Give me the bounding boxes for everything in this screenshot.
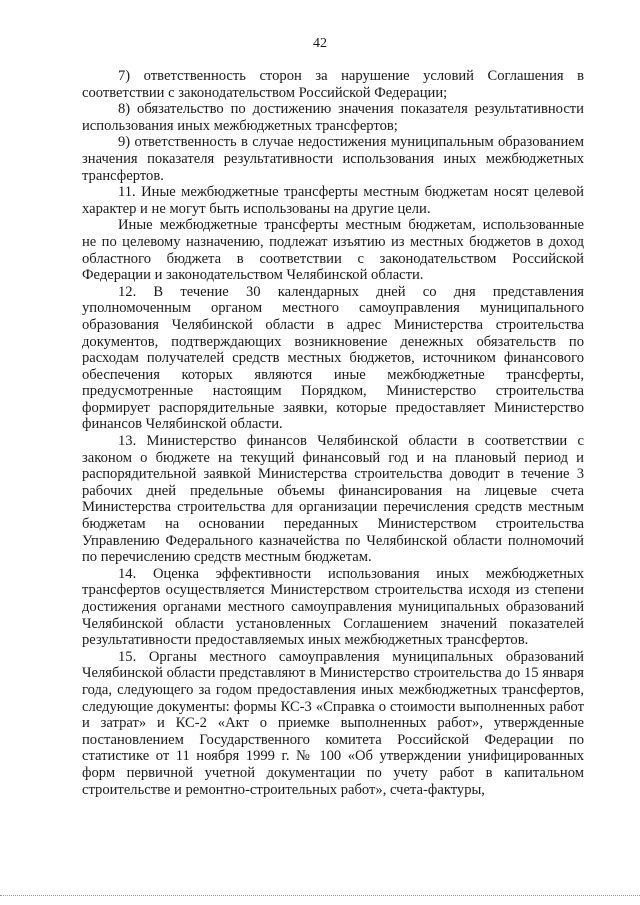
paragraph-clause-13: 13. Министерство финансов Челябинской области в соответствии с законом о бюджете на текущий финансовый год и на плановый период и распорядительной заявкой Министерства строительства доводит в течение 3 рабочих дней предельные объемы финансирования на лицевые счета Министерства строительства для организации перечисления средств местным бюджетам на основании переданных Министерством строительства Управлению Федерального казначейства по Челябинской области полномочий по перечислению средств местным бюджетам.	[82, 433, 584, 566]
paragraph-clause-11: 11. Иные межбюджетные трансферты местным бюджетам носят целевой характер и не могут быть использованы на другие цели.	[82, 184, 584, 217]
paragraph-clause-12: 12. В течение 30 календарных дней со дня представления уполномоченным органом местного самоуправления муниципального образования Челябинской области в адрес Министерства строительства документов, подтверждающих возникновение денежных обязательств по расходам получателей средств местных бюджетов, источником финансового обеспечения которых являются иные межбюджетные трансферты, предусмотренные настоящим Порядком, Министерство строительства формирует распорядительные заявки, которые предоставляет Министерство финансов Челябинской области.	[82, 283, 584, 433]
paragraph-item-9: 9) ответственность в случае недостижения муниципальным образованием значения показателя результативности использования иных межбюджетных трансфертов.	[82, 134, 584, 184]
page-bottom-divider	[0, 895, 640, 896]
paragraph-clause-15: 15. Органы местного самоуправления муниципальных образований Челябинской области представляют в Министерство строительства до 15 января года, следующего за годом предоставления иных межбюджетных трансфертов, следующие документы: формы КС-3 «Справка о стоимости выполненных работ и затрат» и КС-2 «Акт о приемке выполненных работ», утвержденные постановлением Государственного комитета Российской Федерации по статистике от 11 ноября 1999 г. № 100 «Об утверждении унифицированных форм первичной учетной документации по учету работ в капитальном строительстве и ремонтно-строительных работ», счета-фактуры,	[82, 648, 584, 798]
paragraph-item-8: 8) обязательство по достижению значения показателя результативности использования иных межбюджетных трансфертов;	[82, 101, 584, 134]
paragraph-item-7: 7) ответственность сторон за нарушение условий Соглашения в соответствии с законодательством Российской Федерации;	[82, 68, 584, 101]
paragraph-clause-14: 14. Оценка эффективности использования иных межбюджетных трансфертов осуществляется Министерством строительства исходя из степени достижения органами местного самоуправления муниципальных образований Челябинской области установленных Соглашением значений показателей результативности предоставляемых иных межбюджетных трансфертов.	[82, 565, 584, 649]
page-number: 42	[313, 36, 327, 51]
paragraph-clause-11-continued: Иные межбюджетные трансферты местным бюджетам, использованные не по целевому назначению, подлежат изъятию из местных бюджетов в доход областного бюджета в соответствии с законодательством Российской Федерации и законодательством Челябинской области.	[82, 217, 584, 284]
document-body	[82, 68, 584, 798]
